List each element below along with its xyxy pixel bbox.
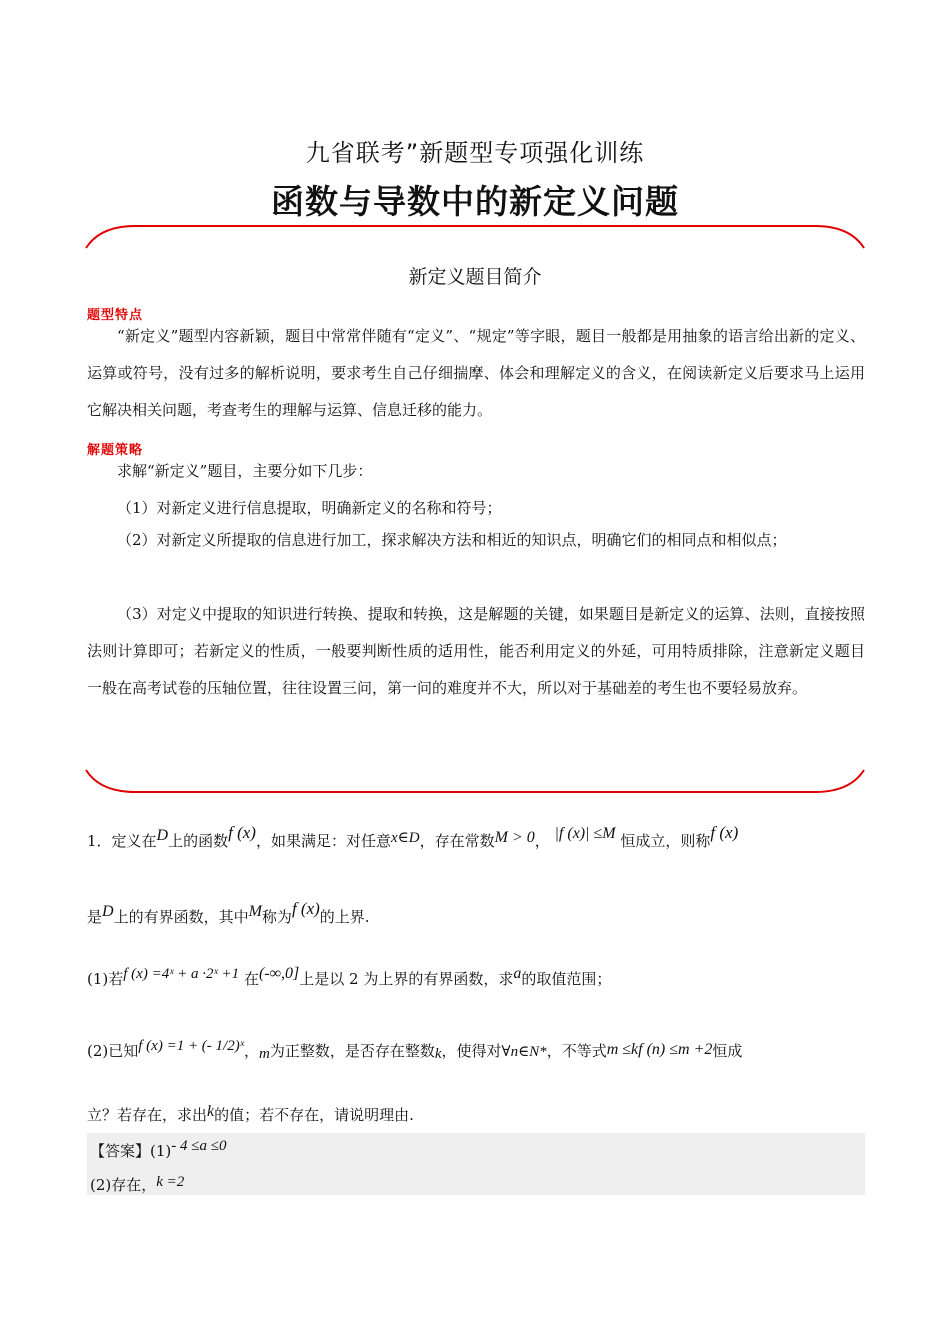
strategy-step-1: （1）对新定义进行信息提取，明确新定义的名称和符号； [117,499,502,517]
problem-line-2: 是D上的有界函数，其中M称为f (x)的上界. [87,899,370,926]
question-2-continued: 立？若存在，求出k的值；若不存在，请说明理由. [87,1103,414,1124]
features-text: “新定义”题型内容新颖，题目中常常伴随有“定义”、“规定”等字眼，题目一般都是用抽象的语言给出新的定义、运算或符号，没有过多的解析说明，要求考生自己仔细揣摩、体会和理解定义的含义，在阅读新定义后要求马上运用它解决相关问题，考查考生的理解与运算、信息迁移的能力。 [87,327,865,419]
question-2: (2)已知f (x) =1 + (- 1/2)ˣ，m为正整数，是否存在整数k，使得对∀n∈N*，不等式m ≤kf (n) ≤m +2恒成 [87,1038,743,1062]
top-arc-divider [80,220,870,252]
strategy-label: 解题策略 [87,443,144,458]
bottom-arc-divider [80,766,870,798]
features-label: 题型特点 [87,308,144,323]
problem-line-1: 1．定义在D上的函数f (x)，如果满足：对任意x∈D，存在常数M > 0， |f (x)| ≤M 恒成立，则称f (x) [87,823,739,850]
section-title: 新定义题目简介 [408,266,542,288]
strategy-step-3: （3）对定义中提取的知识进行转换、提取和转换，这是解题的关键，如果题目是新定义的运算、法则，直接按照法则计算即可；若新定义的性质，一般要判断性质的适用性，能否利用定义的外延，可用特质排除，注意新定义题目一般在高考试卷的压轴位置，往往设置三问，第一问的难度并不大，所以对于基础差的考生也不要轻易放弃。 [87,605,865,697]
answer-line-1: 【答案】(1)- 4 ≤a ≤0 [90,1138,227,1160]
header-subtitle: 九省联考”新题型专项强化训练 [305,139,645,167]
answer-line-2: (2)存在，k =2 [90,1174,185,1194]
page-title: 函数与导数中的新定义问题 [271,182,679,221]
strategy-intro: 求解“新定义”题目，主要分如下几步： [117,462,373,480]
strategy-step-2: （2）对新定义所提取的信息进行加工，探求解决方法和相近的知识点，明确它们的相同点和相似点； [117,531,787,549]
question-1: (1)若f (x) =4ˣ + a ·2ˣ +1 在(-∞,0]上是以 2 为上界的有界函数，求a的取值范围； [87,965,612,988]
